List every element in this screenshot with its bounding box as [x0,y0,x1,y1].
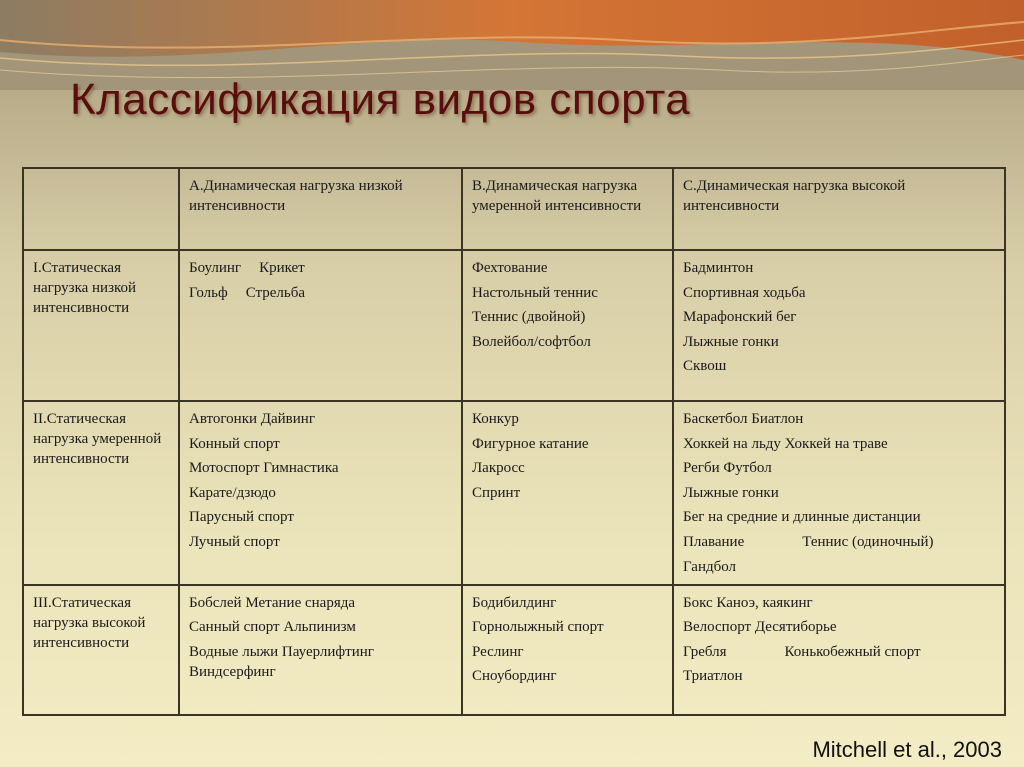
list-item: Парусный спорт [189,509,294,526]
list-item: Конкур [472,411,519,427]
row-header-1: I.Статическая нагрузка низкой интенсивности [23,250,179,401]
list-item: Мотоспорт Гимнастика [189,460,339,477]
list-item: Триатлон [683,668,743,685]
list-item: Волейбол/софтбол [472,333,591,350]
list-item: Реслинг [472,643,524,660]
row-header-2: II.Статическая нагрузка умеренной интенсивности [23,401,179,585]
corner-cell [23,168,179,250]
list-item: Спортивная ходьба [683,284,806,301]
list-item: Фехтование [472,260,548,276]
column-header-a: A.Динамическая нагрузка низкой интенсивности [179,168,462,250]
list-item: Автогонки Дайвинг [189,411,315,427]
table-row [23,250,1005,401]
list-item: Бобслей Метание снаряда [189,594,356,611]
column-header-b: B.Динамическая нагрузка умеренной интенсивности [462,168,673,250]
citation: Mitchell et al., 2003 [812,737,1002,762]
classification-table [22,167,1006,716]
list-item: Плавание Теннис (одиночный) [683,533,934,550]
list-item: Гандбол [683,558,737,575]
list-item: Карате/дзюдо [189,484,276,501]
page-title: Классификация видов спорта [70,75,691,124]
cell-3c [673,585,1005,715]
list-item: Теннис (двойной) [472,309,586,326]
list-item: Виндсерфинг [189,663,276,680]
list-item: Горнолыжный спорт [472,619,604,636]
list-item: Гольф Стрельба [189,284,306,301]
list-item: Спринт [472,484,521,501]
cell-2a [179,401,462,585]
list-item: Бокс Каноэ, каякинг [683,594,813,611]
list-item: Лакросс [472,460,525,477]
cell-3a [179,585,462,715]
row-header-3: III.Статическая нагрузка высокой интенсивности [23,585,179,715]
list-item: Конный спорт [189,435,280,452]
list-item: Баскетбол Биатлон [683,411,804,427]
list-item: Бодибилдинг [472,594,557,611]
list-item: Настольный теннис [472,284,598,301]
list-item: Марафонский бег [683,309,797,326]
cell-1c [673,250,1005,401]
list-item: Бадминтон [683,260,754,276]
cell-2c [673,401,1005,585]
list-item: Сноубординг [472,668,557,685]
list-item: Лучный спорт [189,533,280,550]
cell-1a [179,250,462,401]
column-header-c: C.Динамическая нагрузка высокой интенсивности [673,168,1005,250]
cell-3b [462,585,673,715]
cell-1b [462,250,673,401]
table-header-row [23,168,1005,250]
table-row [23,401,1005,585]
list-item: Велоспорт Десятиборье [683,619,837,636]
list-item: Водные лыжи Пауерлифтинг [189,643,374,660]
list-item: Регби Футбол [683,460,772,477]
cell-2b [462,401,673,585]
list-item: Боулинг Крикет [189,260,305,276]
list-item: Бег на средние и длинные дистанции [683,509,921,526]
list-item: Сквош [683,358,727,375]
list-item: Гребля Конькобежный спорт [683,643,921,660]
list-item: Санный спорт Альпинизм [189,619,356,636]
list-item: Фигурное катание [472,435,589,452]
list-item: Лыжные гонки [683,333,779,350]
table-row [23,585,1005,715]
list-item: Хоккей на льду Хоккей на траве [683,435,888,452]
list-item: Лыжные гонки [683,484,779,501]
